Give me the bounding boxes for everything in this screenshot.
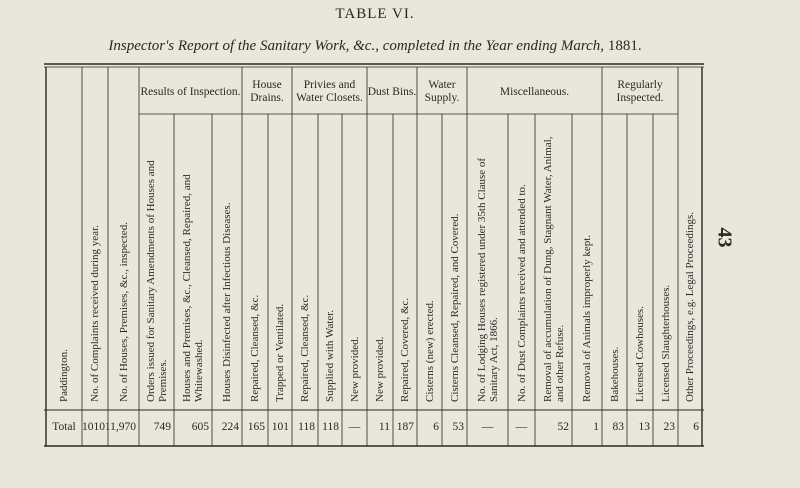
table-cell: 605 — [191, 421, 209, 433]
column-header — [442, 114, 467, 410]
column-header — [653, 114, 678, 410]
column-header — [242, 114, 268, 410]
column-header-label: Trapped or Ventilated. — [274, 303, 286, 402]
column-header-label: Paddington. — [58, 349, 70, 402]
column-header-label: Removal of accumulation of Dung, Stagnant Water, Animal, and other Refuse. — [541, 136, 566, 402]
column-header-label: Supplied with Water. — [324, 309, 336, 402]
table-cell: 749 — [153, 421, 171, 433]
column-header-label: Repaired, Covered, &c. — [399, 297, 411, 402]
group-privies-header: Privies and Water Closets. — [296, 79, 363, 104]
group-misc-header: Miscellaneous. — [499, 85, 570, 98]
group-water-supply-header: Water Supply. — [424, 79, 460, 104]
table-cell: 224 — [221, 421, 239, 433]
table-cell: — — [348, 421, 361, 433]
subtitle-text: Inspector's Report of the Sanitary Work, &c., completed in the Year ending March, — [108, 38, 605, 54]
table-cell: 52 — [557, 421, 569, 433]
column-header-label: Orders issued for Sanitary Amendments of Houses and Premises. — [144, 160, 169, 402]
table-cell: 118 — [298, 421, 315, 433]
column-header — [393, 114, 417, 410]
table-cell: 6 — [693, 421, 699, 433]
column-header-label: Repaired, Cleansed, &c. — [299, 294, 311, 402]
column-header — [627, 114, 653, 410]
column-header-label: New provided. — [374, 336, 386, 402]
table-cell: 6 — [433, 421, 439, 433]
column-header — [602, 114, 627, 410]
table-cell: 23 — [663, 421, 675, 433]
column-header-label: Other Proceedings, e.g. Legal Proceedings. — [684, 212, 696, 402]
table-cell: 101 — [271, 421, 289, 433]
column-header-label: No. of Lodging Houses registered under 35th Clause of Sanitary Act, 1866. — [475, 157, 500, 402]
column-header-label: Cisterns (new) erected. — [423, 300, 436, 402]
column-header — [367, 114, 393, 410]
column-header-label: New provided. — [348, 336, 361, 402]
table-cell: 83 — [612, 421, 624, 433]
column-header-label: Houses Disinfected after Infectious Diseases. — [221, 202, 233, 402]
table-cell: 1 — [593, 421, 599, 433]
column-header — [678, 67, 702, 410]
total-row-label: Total — [52, 421, 76, 433]
column-header — [174, 114, 212, 410]
table-cell: 53 — [452, 421, 464, 433]
column-header — [46, 67, 82, 410]
column-header-label: No. of Complaints received during year. — [89, 225, 101, 402]
column-header-label: No. of Houses, Premises, &c., inspected. — [117, 222, 130, 402]
column-header — [572, 114, 602, 410]
column-header — [108, 67, 139, 410]
column-header — [417, 114, 442, 410]
column-header-label: Bakehouses. — [608, 346, 621, 402]
column-header-label: No. of Dust Complaints received and attended to. — [515, 184, 528, 402]
group-results-header: Results of Inspection. — [140, 85, 241, 98]
column-header — [535, 114, 572, 410]
page-number: 43 — [713, 227, 736, 248]
table-cell: 11 — [378, 421, 390, 433]
column-header — [268, 114, 292, 410]
column-header-label: Licensed Cowhouses. — [634, 306, 646, 402]
column-header — [82, 67, 108, 410]
column-header — [139, 114, 174, 410]
column-header — [342, 114, 367, 410]
column-header-label: Removal of Animals improperly kept. — [581, 234, 593, 402]
group-regularly-header: Regularly Inspected. — [616, 79, 664, 104]
table-cell: 13 — [638, 421, 650, 433]
group-dust-bins-header: Dust Bins. — [367, 85, 417, 98]
column-header — [318, 114, 342, 410]
table-cell: — — [515, 421, 528, 433]
subtitle-year: 1881. — [607, 38, 642, 54]
column-header-label: Houses and Premises, &c., Cleansed, Repaired, and Whitewashed. — [181, 174, 205, 402]
column-header — [508, 114, 535, 410]
table-title: TABLE VI. — [335, 6, 415, 22]
table-cell: 165 — [247, 421, 265, 433]
table-cell: 1010 — [82, 421, 105, 433]
column-header-label: Repaired, Cleansed, &c. — [249, 294, 261, 402]
table-cell: — — [481, 421, 494, 433]
table-cell: 187 — [396, 421, 414, 433]
column-header — [467, 114, 508, 410]
table-cell: 118 — [322, 421, 339, 433]
column-header-label: Licensed Slaughterhouses. — [659, 284, 672, 402]
column-header-label: Cisterns Cleansed, Repaired, and Covered. — [448, 213, 461, 402]
table-cell: 11,970 — [104, 421, 136, 433]
group-house-drains-header: House Drains. — [250, 79, 284, 104]
column-header — [292, 114, 318, 410]
column-header — [212, 114, 242, 410]
